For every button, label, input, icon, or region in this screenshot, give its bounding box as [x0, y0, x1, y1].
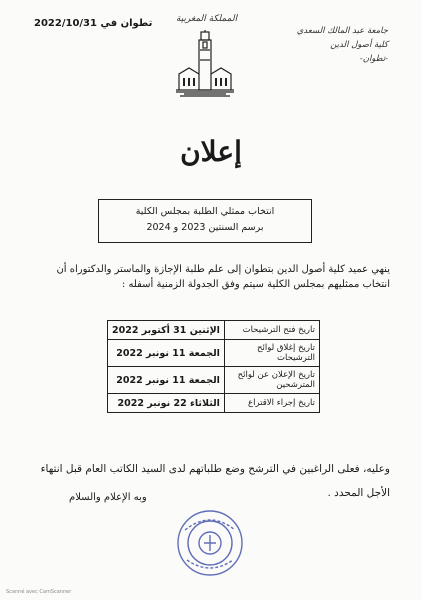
scanner-watermark: Scanné avec CamScanner [6, 589, 72, 595]
table-row [108, 367, 320, 394]
schedule-date: الإثنين 31 أكتوبر 2022 [108, 321, 225, 340]
city-name: -تطوان- [359, 54, 388, 64]
subject-box [98, 199, 312, 243]
faculty-stamp-icon [175, 508, 245, 578]
schedule-date: الجمعة 11 نونبر 2022 [108, 367, 225, 394]
closing-paragraph: وعليه، فعلى الراغبين في الترشح وضع طلباتهم لدى السيد الكاتب العام قبل انتهاء الأجل المحدد . [40, 463, 390, 499]
page-title: إعلان [180, 135, 242, 168]
institution-header [297, 24, 388, 66]
schedule-date: الجمعة 11 نونبر 2022 [108, 340, 225, 367]
subject-line-2: برسم السنتين 2023 و 2024 [146, 222, 264, 233]
schedule-label: تاريخ إغلاق لوائح الترشيحات [224, 340, 319, 367]
schedule-table [107, 320, 320, 413]
schedule-label: تاريخ فتح الترشيحات [224, 321, 319, 340]
table-row [108, 340, 320, 367]
salutation-text: وبه الإعلام والسلام [69, 492, 147, 503]
table-row [108, 321, 320, 340]
schedule-label: تاريخ الإعلان عن لوائح المترشحين [224, 367, 319, 394]
document-date: تطوان في 2022/10/31 [34, 18, 153, 29]
tower-logo-icon [176, 30, 234, 102]
schedule-label: تاريخ إجراء الاقتراع [224, 394, 319, 413]
subject-line-1: انتخاب ممثلي الطلبة بمجلس الكلية [135, 206, 275, 217]
table-row [108, 394, 320, 413]
intro-paragraph: ينهي عميد كلية أصول الدين بتطوان إلى علم طلبة الإجازة والماستر والدكتوراه أن انتخاب ممثليهم بمجلس الكلية سيتم وفق الجدولة الزمنية أسفله : [56, 264, 390, 290]
university-name: جامعة عبد المالك السعدي [296, 26, 388, 36]
schedule-date: الثلاثاء 22 نونبر 2022 [108, 394, 225, 413]
faculty-name: كلية أصول الدين [330, 40, 388, 50]
kingdom-motto: المملكة المغربية [176, 14, 238, 24]
